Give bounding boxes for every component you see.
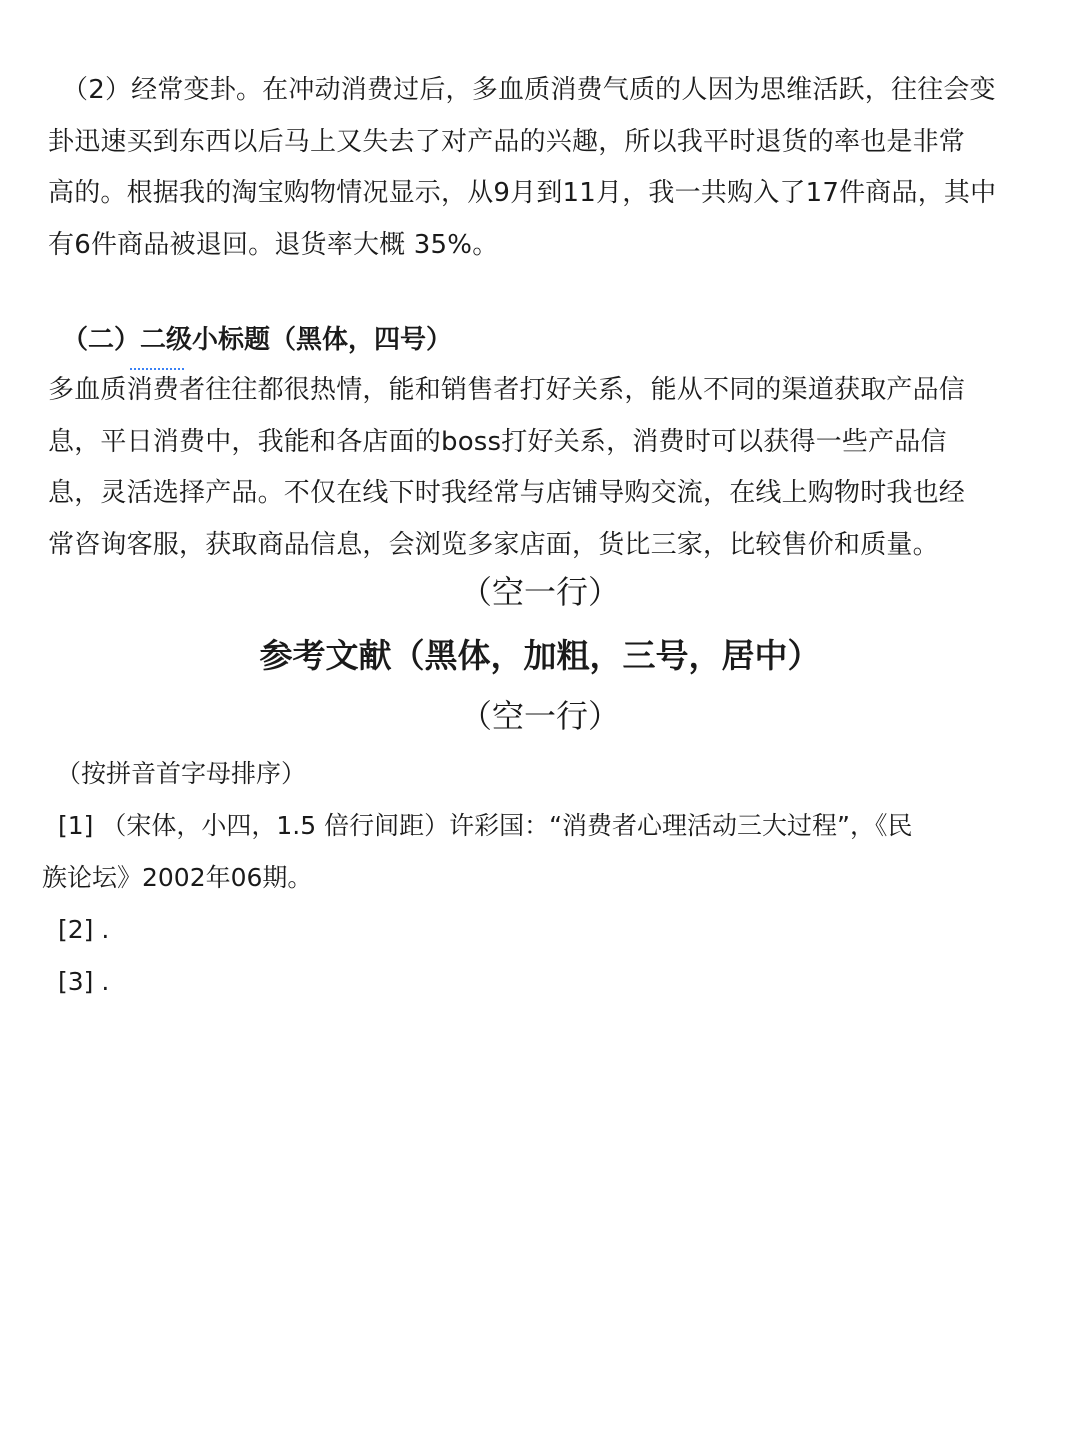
sort-order-note: （按拼音首字母排序）	[56, 759, 307, 788]
references-title: 参考文献（黑体，加粗，三号，居中）	[259, 636, 821, 675]
reference-line: 族论坛》2002年06期。	[42, 863, 313, 892]
paragraph-line: 高的。根据我的淘宝购物情况显示，从9月到11月，我一共购入了17件商品，其中	[48, 178, 997, 208]
reference-item-1	[42, 800, 1032, 904]
blank-line-note: （空一行）	[459, 573, 620, 611]
reference-line: [2] .	[58, 915, 110, 944]
paragraph-line: 多血质消费者往往都很热情，能和销售者打好关系，能从不同的渠道获取产品信	[48, 375, 966, 405]
reference-item-2	[42, 904, 1032, 956]
secondary-heading: （二）二级小标题（黑体，四号）	[62, 325, 453, 355]
paragraph-line: 有6件商品被退回。退货率大概 35%。	[48, 229, 499, 260]
paragraph-frequent-changes	[48, 65, 1038, 271]
paragraph-line: 卦迅速买到东西以后马上又失去了对产品的兴趣，所以我平时退货的率也是非常	[48, 126, 966, 157]
blank-line-note: （空一行）	[459, 697, 620, 735]
paragraph-line: 息，平日消费中，我能和各店面的boss打好关系，消费时可以获得一些产品信	[48, 426, 947, 457]
paragraph-line: 常咨询客服，获取商品信息，会浏览多家店面，货比三家，比较售价和质量。	[48, 529, 939, 560]
reference-item-3	[42, 956, 1032, 1008]
paragraph-enthusiastic-consumers	[48, 365, 1038, 571]
paragraph-line: 息，灵活选择产品。不仅在线下时我经常与店铺导购交流，在线上购物时我也经	[48, 478, 966, 508]
reference-line: [3] .	[58, 967, 110, 996]
reference-line: [1] （宋体，小四，1.5 倍行间距）许彩国：“消费者心理活动三大过程”，《民	[58, 811, 913, 840]
paragraph-line: （2）经常变卦。在冲动消费过后，多血质消费气质的人因为思维活跃，往往会变	[62, 75, 996, 105]
